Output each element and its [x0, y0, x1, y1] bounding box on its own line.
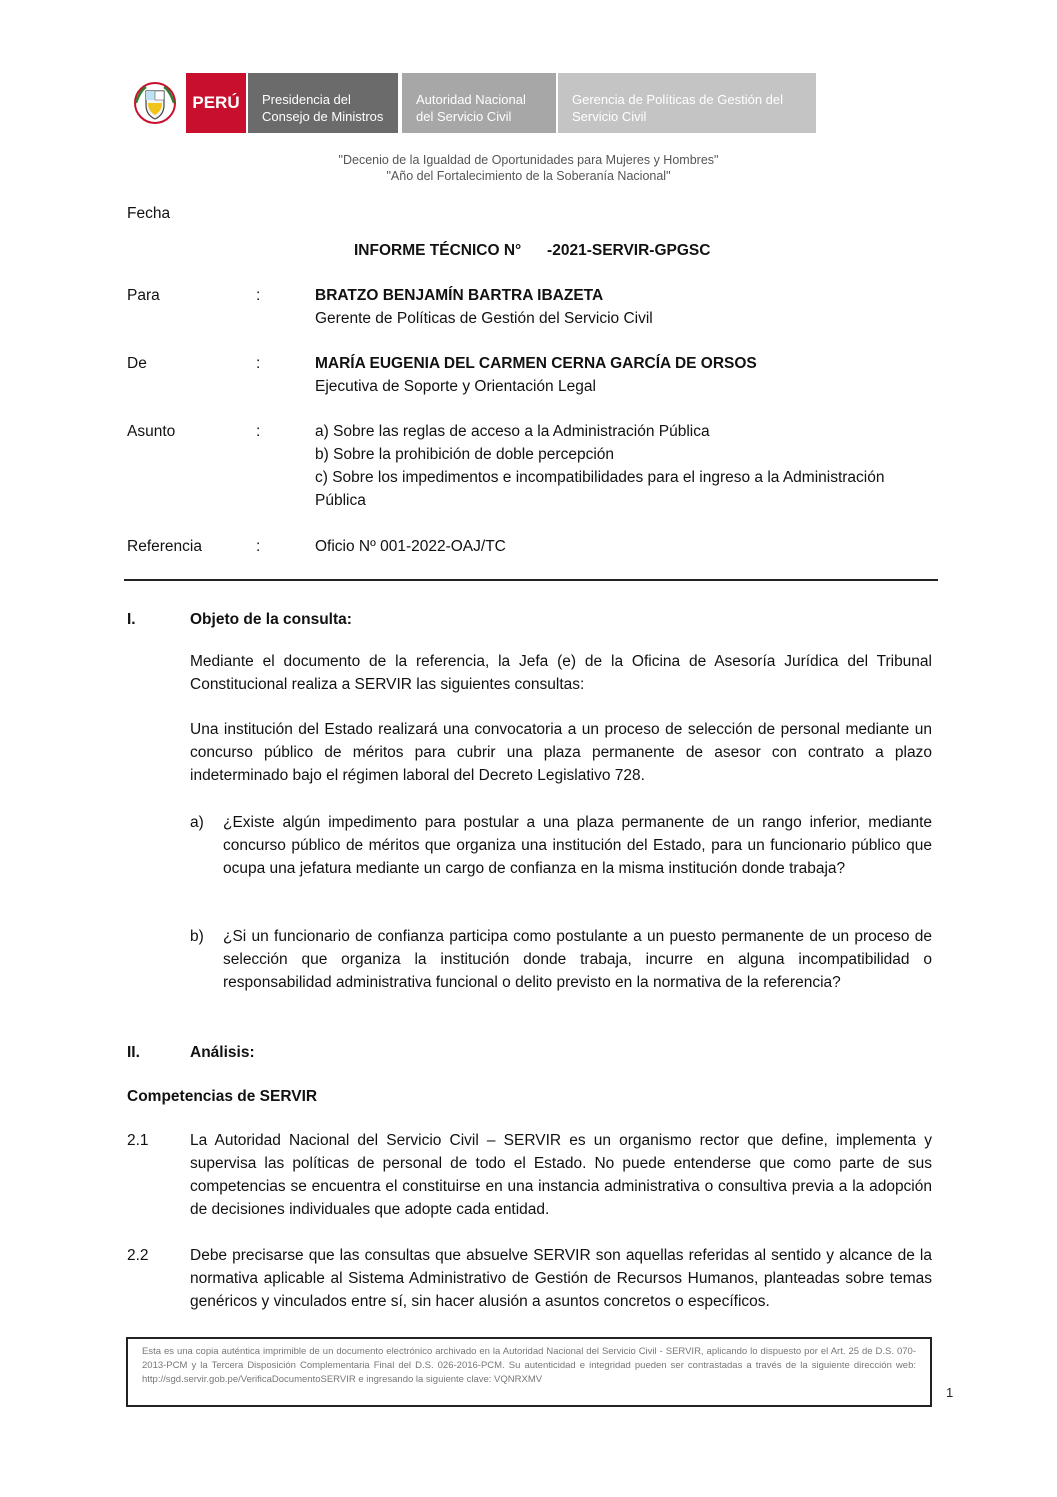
de-role: Ejecutiva de Soporte y Orientación Legal: [315, 378, 596, 395]
page-number: 1: [946, 1385, 954, 1400]
de-label: De: [127, 355, 147, 372]
header-pcm-line1: Presidencia del: [262, 92, 351, 107]
paragraph-2-2-number: 2.2: [127, 1247, 149, 1264]
section1-number: I.: [127, 611, 136, 628]
question-b-label: b): [190, 928, 204, 945]
paragraph-2-1: La Autoridad Nacional del Servicio Civil – SERVIR es un organismo rector que define, implementa y supervisa las políticas de personal de todo el Estado. No puede entenderse que como parte de sus competencias se encuentra el constituirse en una instancia administrativa o consultiva previa a la adopción de decisiones individuales que adopte cada entidad.: [190, 1132, 932, 1218]
header-servir-box: [402, 73, 556, 133]
section2-title: Análisis:: [190, 1044, 255, 1061]
para-role: Gerente de Políticas de Gestión del Servicio Civil: [315, 310, 653, 327]
header-gerencia-line2: Servicio Civil: [572, 109, 647, 124]
header-divider: [124, 579, 938, 581]
asunto-c-line1: c) Sobre los impedimentos e incompatibilidades para el ingreso a la Administración: [315, 469, 885, 486]
asunto-c-line2: Pública: [315, 492, 366, 509]
header-servir-line1: Autoridad Nacional: [416, 92, 526, 107]
section1-paragraph1: Mediante el documento de la referencia, la Jefa (e) de la Oficina de Asesoría Jurídica del Tribunal Constitucional realiza a SERVIR las siguientes consultas:: [190, 653, 932, 693]
section1-title: Objeto de la consulta:: [190, 611, 352, 628]
section2-number: II.: [127, 1044, 140, 1061]
peru-brand: [186, 73, 246, 133]
asunto-colon: :: [256, 423, 261, 440]
asunto-label: Asunto: [127, 423, 176, 440]
slogan-year: "Año del Fortalecimiento de la Soberanía Nacional": [386, 169, 671, 183]
slogan-decade: "Decenio de la Igualdad de Oportunidades para Mujeres y Hombres": [338, 153, 719, 167]
referencia-colon: :: [256, 538, 261, 555]
fecha-label: Fecha: [127, 205, 171, 222]
de-name: MARÍA EUGENIA DEL CARMEN CERNA GARCÍA DE ORSOS: [315, 355, 757, 372]
para-name: BRATZO BENJAMÍN BARTRA IBAZETA: [315, 287, 604, 304]
paragraph-2-1-number: 2.1: [127, 1132, 149, 1149]
coat-of-arms-logo: [126, 73, 184, 133]
report-title: INFORME TÉCNICO N° -2021-SERVIR-GPGSC: [354, 242, 711, 259]
header-gerencia-line1: Gerencia de Políticas de Gestión del: [572, 92, 784, 107]
question-a: ¿Existe algún impedimento para postular a una plaza permanente de un rango inferior, mediante concurso público de méritos que organiza una institución del Estado, para un funcionario público que ocupa una jefatura mediante un cargo de confianza en la misma institución donde trabaja?: [223, 814, 932, 877]
question-a-label: a): [190, 814, 204, 831]
header-pcm-box: [248, 73, 398, 133]
para-label: Para: [127, 287, 160, 304]
referencia-value: Oficio Nº 001-2022-OAJ/TC: [315, 538, 506, 555]
paragraph-2-2: Debe precisarse que las consultas que absuelve SERVIR son aquellas referidas al sentido y alcance de la normativa aplicable al Sistema Administrativo de Gestión de Recursos Humanos, planteadas sobre temas genéricos y vinculados entre sí, sin hacer alusión a asuntos concretos o específicos.: [190, 1247, 932, 1310]
section2-subtitle: Competencias de SERVIR: [127, 1088, 318, 1105]
referencia-label: Referencia: [127, 538, 202, 555]
de-colon: :: [256, 355, 261, 372]
asunto-b: b) Sobre la prohibición de doble percepción: [315, 446, 615, 463]
asunto-a: a) Sobre las reglas de acceso a la Administración Pública: [315, 423, 710, 440]
question-b: ¿Si un funcionario de confianza participa como postulante a un puesto permanente de un proceso de selección que organiza la institución donde trabaja, incurre en alguna incompatibilidad o responsabilidad administrativa funcional o delito previsto en la normativa de la referencia?: [223, 928, 932, 991]
section1-paragraph2: Una institución del Estado realizará una convocatoria a un proceso de selección de personal mediante un concurso público de méritos para cubrir una plaza permanente de asesor con contrato a plazo indeterminado bajo el régimen laboral del Decreto Legislativo 728.: [190, 721, 932, 784]
para-colon: :: [256, 287, 261, 304]
header-pcm-line2: Consejo de Ministros: [262, 109, 384, 124]
header-servir-line2: del Servicio Civil: [416, 109, 512, 124]
peru-brand-text: PERÚ: [192, 93, 240, 112]
authenticity-footer: Esta es una copia auténtica imprimible de un documento electrónico archivado en la Autoridad Nacional del Servicio Civil - SERVIR, aplicando lo dispuesto por el Art. 25 de D.S. 070-2013-PCM y la Tercera Disposición Complementaria Final del D.S. 026-2016-PCM. Su autenticidad e integridad pueden ser contrastadas a través de la siguiente dirección web: http://sgd.servir.gob.pe/VerificaDocumentoSERVIR e ingresando la siguiente clave: VQNRXMV: [126, 1337, 932, 1407]
header-gerencia-box: [558, 73, 816, 133]
